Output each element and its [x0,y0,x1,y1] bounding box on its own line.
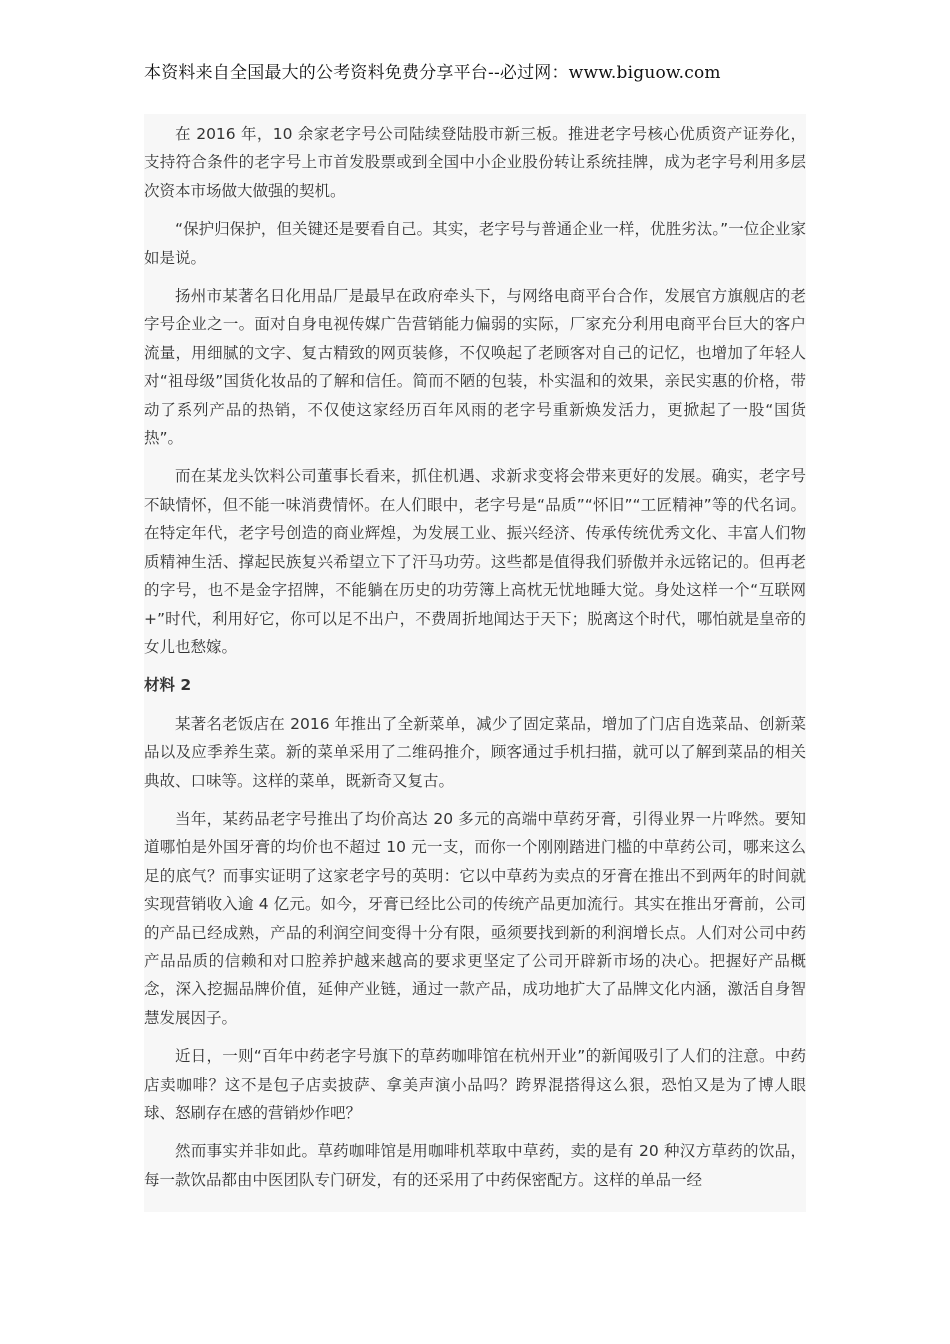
paragraph: “保护归保护，但关键还是要看自己。其实，老字号与普通企业一样，优胜劣汰。”一位企业家如是说。 [144,220,806,267]
paragraph: 在 2016 年，10 余家老字号公司陆续登陆股市新三板。推进老字号核心优质资产证券化，支持符合条件的老字号上市首发股票或到全国中小企业股份转让系统挂牌，成为老字号利用多层次资本市场做大做强的契机。 [144,125,806,200]
paragraph: 然而事实并非如此。草药咖啡馆是用咖啡机萃取中草药，卖的是有 20 种汉方草药的饮品，每一款饮品都由中医团队专门研发，有的还采用了中药保密配方。这样的单品一经 [144,1142,806,1189]
section-heading: 材料 2 [144,676,192,695]
paragraph: 扬州市某著名日化用品厂是最早在政府牵头下，与网络电商平台合作，发展官方旗舰店的老字号企业之一。面对自身电视传媒广告营销能力偏弱的实际，厂家充分利用电商平台巨大的客户流量，用细腻的文字、复古精致的网页装修，不仅唤起了老顾客对自己的记忆，也增加了年轻人对“祖母级”国货化妆品的了解和信任。简而不陋的包装，朴实温和的效果，亲民实惠的价格，带动了系列产品的热销，不仅使这家经历百年风雨的老字号重新焕发活力，更掀起了一股“国货热”。 [144,287,806,448]
paragraph: 当年，某药品老字号推出了均价高达 20 多元的高端中草药牙膏，引得业界一片哗然。要知道哪怕是外国牙膏的均价也不超过 10 元一支，而你一个刚刚踏进门槛的中草药公司，哪来这么足的底气？而事实证明了这家老字号的英明：它以中草药为卖点的牙膏在推出不到两年的时间就实现营销收入逾 4 亿元。如今，牙膏已经比公司的传统产品更加流行。其实在推出牙膏前，公司的产品已经成熟，产品的利润空间变得十分有限，亟须要找到新的利润增长点。人们对公司中药产品品质的信赖和对口腔养护越来越高的要求更坚定了公司开辟新市场的决心。把握好产品概念，深入挖掘品牌价值，延伸产业链，通过一款产品，成功地扩大了品牌文化内涵，激活自身智慧发展因子。 [144,809,806,1027]
paragraph: 近日，一则“百年中药老字号旗下的草药咖啡馆在杭州开业”的新闻吸引了人们的注意。中药店卖咖啡？这不是包子店卖披萨、拿美声演小品吗？跨界混搭得这么狠，恐怕又是为了博人眼球、怒刷存在感的营销炒作吧？ [144,1047,806,1122]
paragraph: 某著名老饭店在 2016 年推出了全新菜单，减少了固定菜品，增加了门店自选菜品、创新菜品以及应季养生菜。新的菜单采用了二维码推介，顾客通过手机扫描，就可以了解到菜品的相关典故、口味等。这样的菜单，既新奇又复古。 [144,714,806,790]
paragraph: 而在某龙头饮料公司董事长看来，抓住机遇、求新求变将会带来更好的发展。确实，老字号不缺情怀，但不能一味消费情怀。在人们眼中，老字号是“品质”“怀旧”“工匠精神”等的代名词。在特定年代，老字号创造的商业辉煌，为发展工业、振兴经济、传承传统优秀文化、丰富人们物质精神生活、撑起民族复兴希望立下了汗马功劳。这些都是值得我们骄傲并永远铭记的。但再老的字号，也不是金字招牌，不能躺在历史的功劳簿上高枕无忧地睡大觉。身处这样一个“互联网+”时代，利用好它，你可以足不出户，不费周折地闻达于天下；脱离这个时代，哪怕就是皇帝的女儿也愁嫁。 [144,467,806,656]
page-header: 本资料来自全国最大的公考资料免费分享平台--必过网：www.biguow.com [144,63,721,83]
article-body [144,114,806,1212]
